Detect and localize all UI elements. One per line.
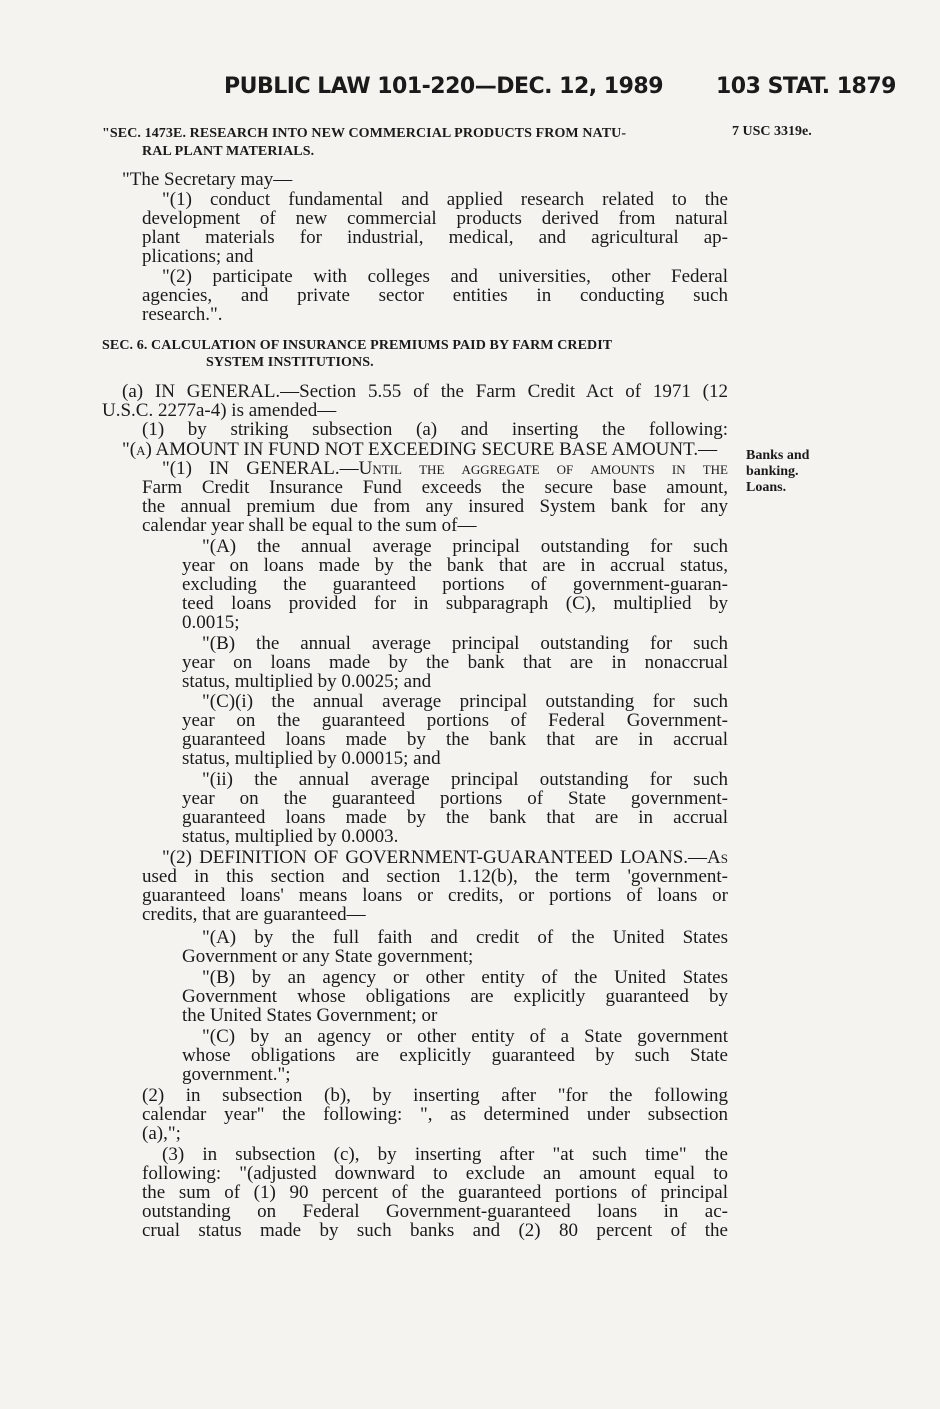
text-line: crual status made by such banks and (2) 80 percent of the <box>142 1220 728 1241</box>
text-line: Government whose obligations are explicitly guaranteed by <box>182 986 728 1007</box>
text-line: agencies, and private sector entities in conducting such <box>142 285 728 306</box>
subsection-heading: "(a) AMOUNT IN FUND NOT EXCEEDING SECURE BASE AMOUNT.— <box>122 439 718 460</box>
text-line: development of new commercial products derived from natural <box>142 208 728 229</box>
text-line: "(C) by an agency or other entity of a State government <box>202 1026 728 1047</box>
text-line: status, multiplied by 0.00015; and <box>182 748 441 769</box>
text-line: plant materials for industrial, medical, and agricultural ap- <box>142 227 728 248</box>
text-line: the sum of (1) 90 percent of the guaranteed portions of principal <box>142 1182 728 1203</box>
text-line: following: "(adjusted downward to exclude an amount equal to <box>142 1163 728 1184</box>
text-line: research.". <box>142 304 223 325</box>
text-line: year on the guaranteed portions of State government- <box>182 788 728 809</box>
section-heading: SYSTEM INSTITUTIONS. <box>206 355 374 370</box>
paragraph-heading: "(1) IN GENERAL.—Until the aggregate of amounts in the <box>162 458 728 479</box>
text-line: "(2) participate with colleges and universities, other Federal <box>162 266 728 287</box>
text-line: "(B) by an agency or other entity of the United States <box>202 967 728 988</box>
text-line: the United States Government; or <box>182 1005 438 1026</box>
text-line: credits, that are guaranteed— <box>142 904 366 925</box>
text-line: year on loans made by the bank that are in accrual status, <box>182 555 728 576</box>
text-line: status, multiplied by 0.0025; and <box>182 671 432 692</box>
text-line: excluding the guaranteed portions of government-guaran- <box>182 574 728 595</box>
text-line: (2) in subsection (b), by inserting after "for the following <box>142 1085 728 1106</box>
text-line: whose obligations are explicitly guaranteed by such State <box>182 1045 728 1066</box>
margin-note-usc: 7 USC 3319e. <box>732 124 812 139</box>
text-line: status, multiplied by 0.0003. <box>182 826 399 847</box>
paragraph-heading: "(2) DEFINITION OF GOVERNMENT-GUARANTEED LOANS.—As <box>162 847 728 868</box>
text-line: U.S.C. 2277a-4) is amended— <box>102 400 337 421</box>
text-line: guaranteed loans made by the bank that are in accrual <box>182 729 728 750</box>
text-line: government."; <box>182 1064 291 1085</box>
margin-note-topic: Banks and <box>746 448 810 463</box>
text-line: year on the guaranteed portions of Federal Government- <box>182 710 728 731</box>
header-stat-page: 103 STAT. 1879 <box>716 74 896 99</box>
text-line: outstanding on Federal Government-guaranteed loans in ac- <box>142 1201 728 1222</box>
text-line: "The Secretary may— <box>122 169 293 190</box>
text-line: calendar year" the following: ", as determined under subsection <box>142 1104 728 1125</box>
text-line: (3) in subsection (c), by inserting after "at such time" the <box>162 1144 728 1165</box>
text-line: "(1) conduct fundamental and applied research related to the <box>162 189 728 210</box>
text-line: (a),"; <box>142 1123 181 1144</box>
text-line: plications; and <box>142 246 254 267</box>
text-line: "(A) the annual average principal outstanding for such <box>202 536 728 557</box>
text-line: "(A) by the full faith and credit of the United States <box>202 927 728 948</box>
text-line: year on loans made by the bank that are in nonaccrual <box>182 652 728 673</box>
text-line: (1) by striking subsection (a) and inserting the following: <box>142 419 728 440</box>
margin-note-topic: Loans. <box>746 480 787 495</box>
text-line: (a) IN GENERAL.—Section 5.55 of the Farm Credit Act of 1971 (12 <box>122 381 728 402</box>
text-line: teed loans provided for in subparagraph (C), multiplied by <box>182 593 728 614</box>
header-title: PUBLIC LAW 101-220—DEC. 12, 1989 <box>224 74 664 99</box>
text-line: "(ii) the annual average principal outstanding for such <box>202 769 728 790</box>
text-line: calendar year shall be equal to the sum of— <box>142 515 477 536</box>
text-line: used in this section and section 1.12(b), the term 'government- <box>142 866 728 887</box>
text-line: Government or any State government; <box>182 946 474 967</box>
section-heading: SEC. 6. CALCULATION OF INSURANCE PREMIUMS PAID BY FARM CREDIT <box>102 338 613 353</box>
text-line: "(C)(i) the annual average principal outstanding for such <box>202 691 728 712</box>
text-line: Farm Credit Insurance Fund exceeds the secure base amount, <box>142 477 728 498</box>
text-line: "(B) the annual average principal outstanding for such <box>202 633 728 654</box>
section-heading: "SEC. 1473E. RESEARCH INTO NEW COMMERCIAL PRODUCTS FROM NATU- <box>102 126 627 141</box>
margin-note-topic: banking. <box>746 464 799 479</box>
section-heading: RAL PLANT MATERIALS. <box>142 144 315 159</box>
text-line: guaranteed loans made by the bank that are in accrual <box>182 807 728 828</box>
text-line: 0.0015; <box>182 612 240 633</box>
text-line: guaranteed loans' means loans or credits, or portions of loans or <box>142 885 728 906</box>
text-line: the annual premium due from any insured System bank for any <box>142 496 728 517</box>
